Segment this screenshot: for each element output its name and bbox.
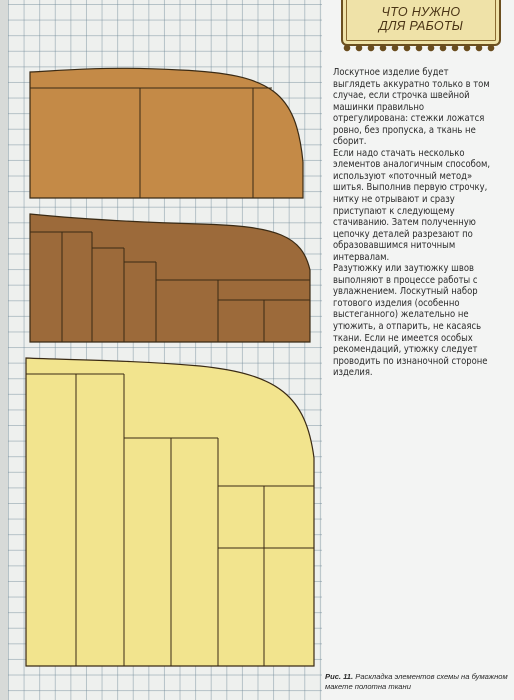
pattern-piece-bottom <box>26 358 314 666</box>
section-header-card <box>341 0 501 46</box>
pattern-bottom-outline <box>26 358 314 666</box>
pattern-piece-middle <box>30 214 310 342</box>
pattern-piece-top <box>30 68 303 198</box>
body-text <box>333 67 493 379</box>
body-paragraph: Разутюжку или заутюжку швов выполняют в процессе работы с увлажнением. Лоскутный набор готового изделия (особенно выстеганного) желательно не утюжить, а отпарить, не касаясь ткани. Если не имеется особых рекомендаций, утюжку следует проводить по изнаночной стороне изделия. <box>333 263 488 379</box>
figure-caption-text: Раскладка элементов схемы на бумажном макете полотна ткани <box>325 672 508 691</box>
body-paragraph: Лоскутное изделие будет выглядеть аккуратно только в том случае, если строчка швейной машинки правильно отрегулирована: стежки ложатся ровно, без пропуска, а ткань не сборит. <box>333 67 490 148</box>
section-header-line-2: ДЛЯ РАБОТЫ <box>378 19 464 33</box>
decorative-border <box>341 42 497 54</box>
body-paragraph: Если надо стачать несколько элементов аналогичным способом, используют «поточный метод» шитья. Выполнив первую строчку, нитку не отрывают и сразу приступают к следующему стачиванию. Затем полученную цепочку деталей разрезают по образовавшимся ниточным интервалам. <box>333 147 491 263</box>
section-header-line-1: ЧТО НУЖНО <box>381 5 461 19</box>
pattern-middle-outline <box>30 214 310 342</box>
figure-caption <box>325 672 511 691</box>
figure-caption-label: Рис. 11. <box>325 672 354 681</box>
